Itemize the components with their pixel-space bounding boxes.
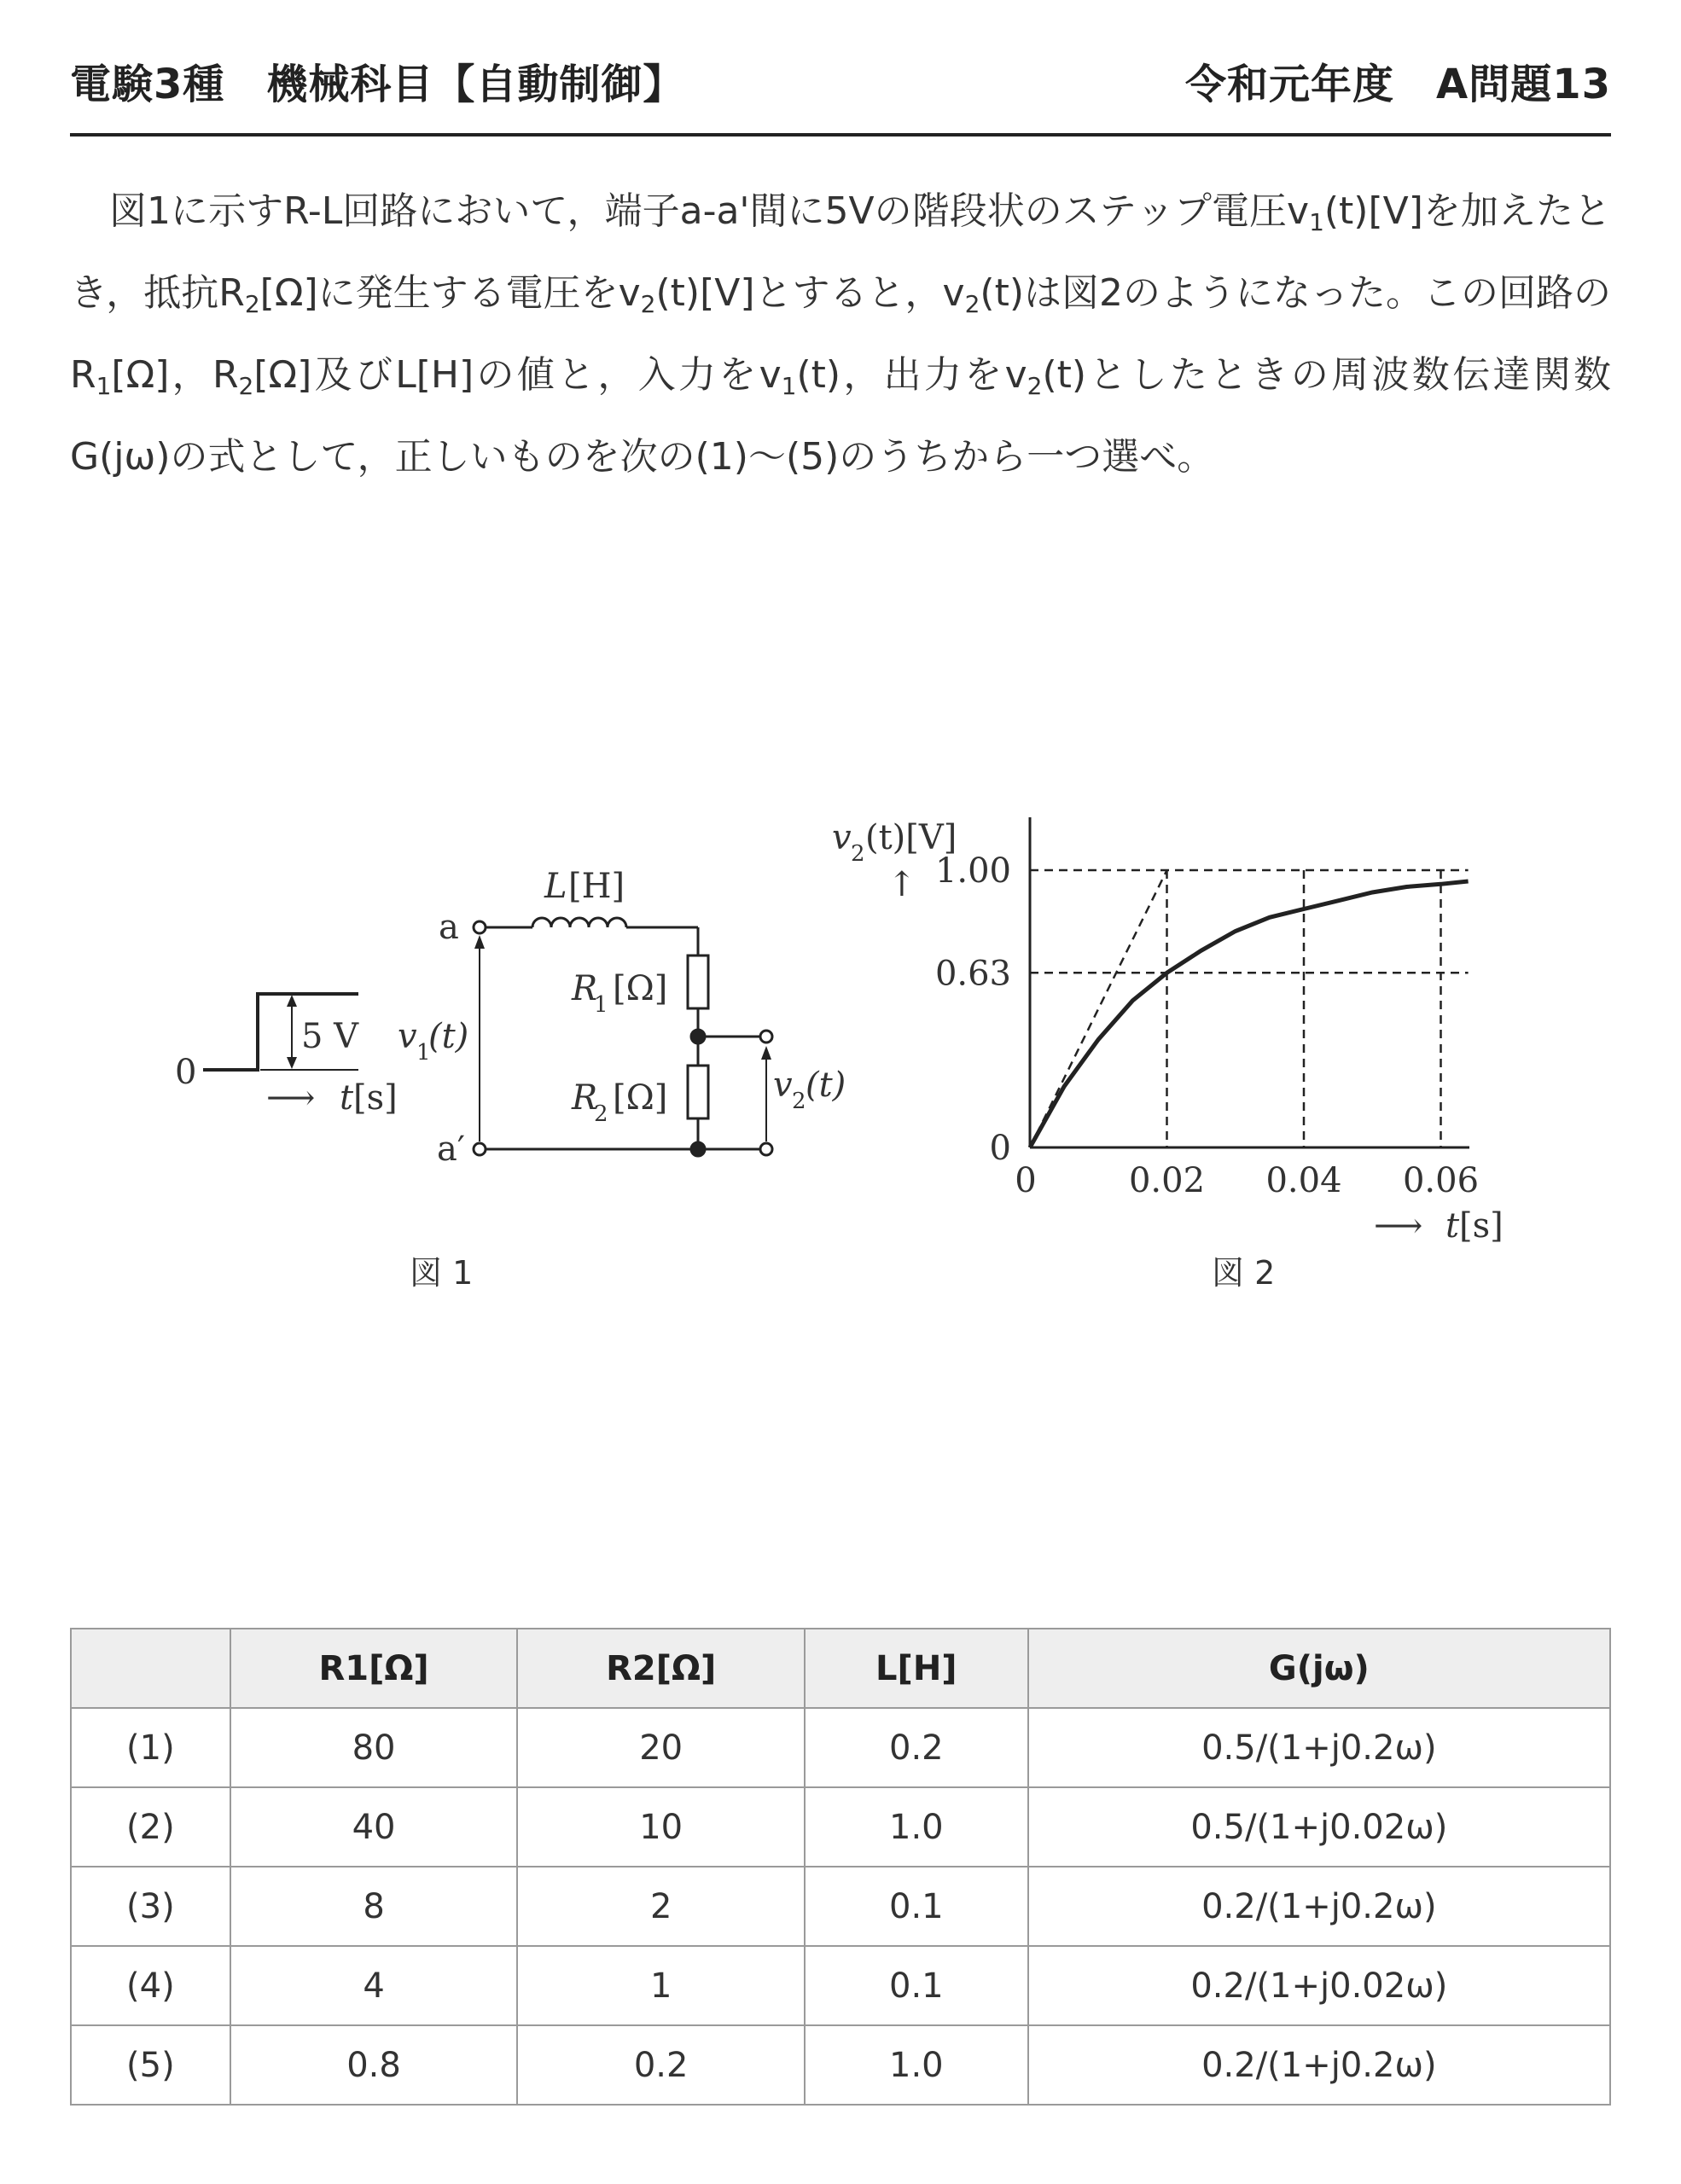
table-cell: 20 (517, 1708, 805, 1787)
table-cell: 0.1 (805, 1946, 1028, 2025)
choice-number: (3) (71, 1867, 230, 1946)
inductor-coil (485, 918, 698, 927)
step-zero-label: 0 (175, 1053, 197, 1092)
inductor-label: L (544, 867, 567, 906)
table-cell: 0.1 (805, 1867, 1028, 1946)
y-tick-label: 0 (989, 1129, 1011, 1168)
r2-sub: 2 (594, 1101, 608, 1127)
terminal-a-prime (474, 1143, 486, 1155)
problem-statement: 図1に示すR-L回路において，端子a-a'間に5Vの階段状のステップ電圧$v_1(t)[V]$を加えたとき，抵抗$R_2[\Omega]$に発生する電圧を$v_2(t)[V]$とすると，$v_2(t)$は図2のようになった。この回路の$R_1[\Omega]$，$R_2[\Omega]$及びL[H]の値と，入力を$v_1(t)$，出力を$v_2(t)$としたときの周波数伝達関数G(jω)の式として，正しいものを次の(1)～(5)のうちから一つ選べ。 (70, 189, 1612, 479)
answer-table (70, 1628, 1611, 2106)
table-row[interactable] (71, 1946, 1610, 2025)
x-tick-label: 0.04 (1265, 1161, 1342, 1200)
table-row[interactable] (71, 1708, 1610, 1787)
x-axis-label-t: t (1445, 1206, 1460, 1246)
step-amplitude-label: 5 V (301, 1017, 359, 1056)
table-cell: 0.2 (805, 1708, 1028, 1787)
y-axis-label-rest: (t)[V] (865, 818, 957, 857)
arrow-right-icon: ⟶ (266, 1078, 316, 1118)
table-cell: 1 (517, 1946, 805, 2025)
table-cell: 8 (230, 1867, 518, 1946)
y-axis-label-v: v (832, 818, 852, 857)
table-cell: 0.2/(1+j0.2ω) (1028, 1867, 1610, 1946)
chart-gridlines (1030, 870, 1469, 1147)
choice-number: (1) (71, 1708, 230, 1787)
table-row[interactable] (71, 2025, 1610, 2105)
x-tick-label: 0.02 (1128, 1161, 1206, 1200)
table-cell: 0.8 (230, 2025, 518, 2105)
figure-1 (203, 918, 772, 1156)
table-cell: 0.5/(1+j0.2ω) (1028, 1708, 1610, 1787)
terminal-a-label: a (439, 908, 459, 947)
r1-unit: [Ω] (613, 969, 668, 1008)
table-cell: 4 (230, 1946, 518, 2025)
figures (0, 785, 1681, 1314)
r1-sub: 1 (594, 992, 608, 1018)
header-rule (70, 133, 1611, 136)
header-cell: R2[Ω] (517, 1629, 805, 1708)
table-header-row (71, 1629, 1610, 1708)
v1-arg: (t) (428, 1017, 469, 1056)
table-cell: 40 (230, 1787, 518, 1867)
tangent-line (1030, 870, 1167, 1147)
figure-2-chart (832, 817, 1504, 1292)
choice-number: (4) (71, 1946, 230, 2025)
table-cell: 0.2/(1+j0.2ω) (1028, 2025, 1610, 2105)
v2-label: v (773, 1066, 793, 1105)
x-axis-label-unit: [s] (1459, 1206, 1504, 1246)
header-cell: L[H] (805, 1629, 1028, 1708)
terminal-out-top (760, 1031, 772, 1043)
y-axis-label-sub: 2 (851, 841, 865, 867)
header-cell: R1[Ω] (230, 1629, 518, 1708)
table-cell: 1.0 (805, 1787, 1028, 1867)
table-cell: 80 (230, 1708, 518, 1787)
choice-number: (5) (71, 2025, 230, 2105)
node-dot (691, 1030, 705, 1043)
arrow-right-icon: ⟶ (1374, 1206, 1423, 1246)
table-row[interactable] (71, 1787, 1610, 1867)
step-t-label: t (340, 1078, 354, 1118)
r1-label: R (572, 969, 598, 1008)
header-cell (71, 1629, 230, 1708)
terminal-out-bottom (760, 1143, 772, 1155)
subject-title: 電験3種 機械科目【自動制御】 (70, 61, 685, 108)
x-tick-label: 0 (1015, 1161, 1037, 1200)
r2-label: R (572, 1078, 598, 1118)
table-cell: 0.5/(1+j0.02ω) (1028, 1787, 1610, 1867)
table-row[interactable] (71, 1867, 1610, 1946)
resistor-r1 (688, 956, 708, 1008)
v2-arg: (t) (806, 1066, 846, 1105)
table-cell: 10 (517, 1787, 805, 1867)
figure-1-caption: 図 1 (410, 1254, 474, 1292)
table-cell: 0.2 (517, 2025, 805, 2105)
node-dot (691, 1142, 705, 1156)
table-cell: 2 (517, 1867, 805, 1946)
step-t-unit: [s] (353, 1078, 398, 1118)
figure-2-caption: 図 2 (1212, 1254, 1276, 1292)
v1-label: v (398, 1017, 417, 1056)
arrow-up-icon: ↑ (887, 865, 916, 904)
choice-number: (2) (71, 1787, 230, 1867)
r2-unit: [Ω] (613, 1078, 668, 1118)
y-tick-label: 1.00 (934, 851, 1011, 891)
v1-sub: 1 (416, 1040, 431, 1066)
v2-sub: 2 (792, 1089, 806, 1114)
header-cell: G(jω) (1028, 1629, 1610, 1708)
inductor-unit: [H] (568, 867, 625, 906)
page-header (70, 51, 1611, 136)
terminal-a (474, 921, 486, 933)
resistor-r2 (688, 1066, 708, 1118)
table-cell: 0.2/(1+j0.02ω) (1028, 1946, 1610, 2025)
terminal-a-prime-label: a′ (437, 1130, 465, 1169)
table-cell: 1.0 (805, 2025, 1028, 2105)
y-tick-label: 0.63 (934, 954, 1011, 994)
figure-1-labels (175, 867, 846, 1292)
exam-id: 令和元年度 A問題13 (1185, 61, 1611, 108)
x-tick-label: 0.06 (1402, 1161, 1480, 1200)
